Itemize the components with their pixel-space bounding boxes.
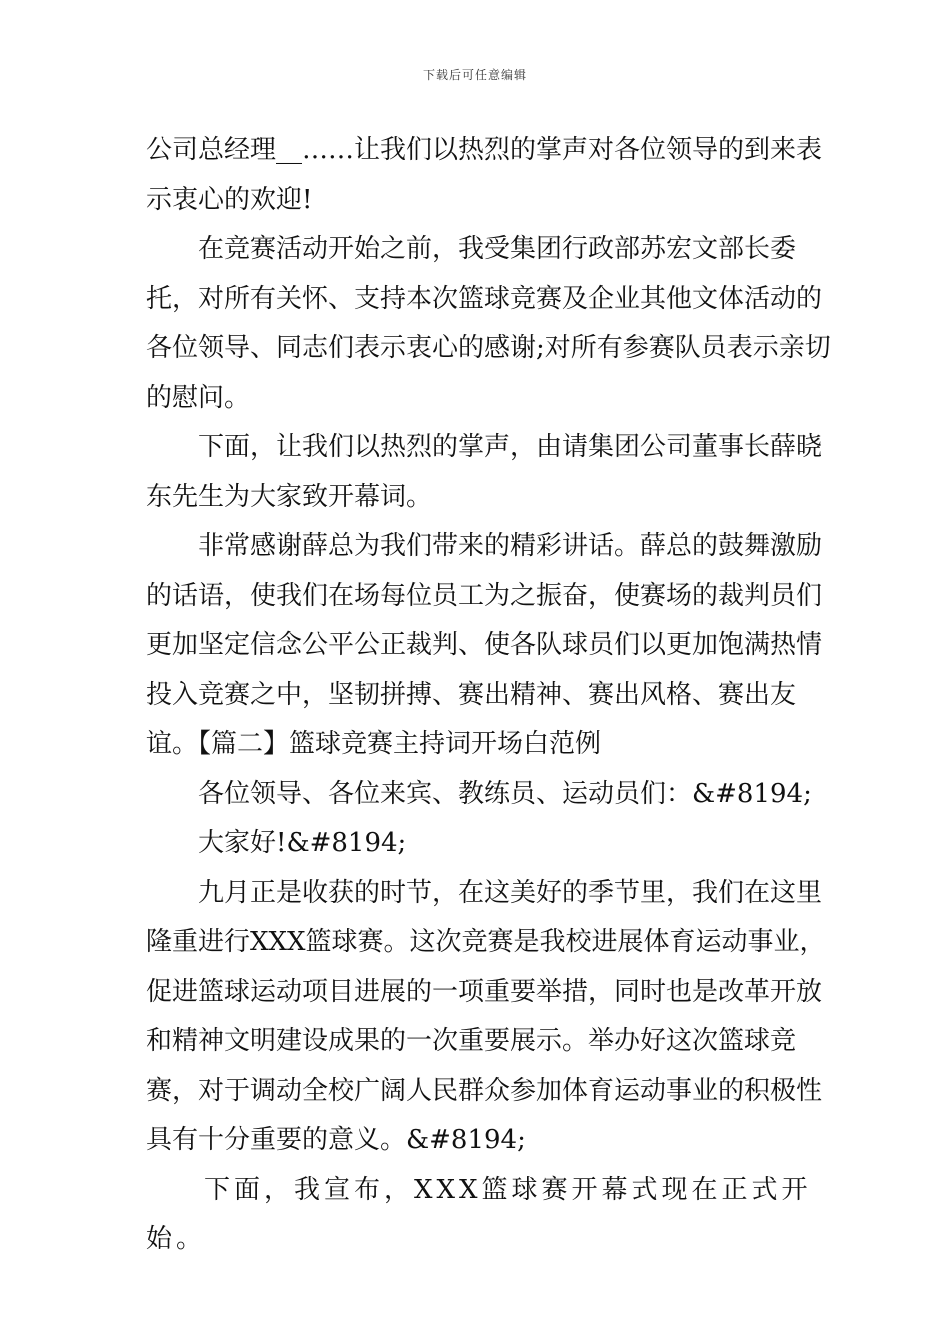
document-body bbox=[146, 126, 836, 1265]
paragraph-2: 在竞赛活动开始之前，我受集团行政部苏宏文部长委托，对所有关怀、支持本次篮球竞赛及企业其他文体活动的各位领导、同志们表示衷心的感谢;对所有参赛队员表示亲切的慰问。 bbox=[146, 234, 831, 413]
paragraph-7: 九月正是收获的时节，在这美好的季节里，我们在这里隆重进行XXX篮球赛。这次竞赛是我校进展体育运动事业，促进篮球运动项目进展的一项重要举措，同时也是改革开放和精神文明建设成果的一次重要展示。举办好这次篮球竞赛，对于调动全校广阔人民群众参加体育运动事业的积极性具有十分重要的意义。&#8194; bbox=[146, 877, 826, 1155]
paragraph-8: 下面，我宣布，XXX篮球赛开幕式现在正式开始。 bbox=[146, 1174, 812, 1254]
page-header: 下载后可任意编辑 bbox=[422, 68, 527, 82]
paragraph-1: 公司总经理__……让我们以热烈的掌声对各位领导的到来表示衷心的欢迎! bbox=[146, 135, 823, 215]
paragraph-5: 各位领导、各位来宾、教练员、运动员们：&#8194; bbox=[198, 778, 812, 809]
paragraph-4: 非常感谢薛总为我们带来的精彩讲话。薛总的鼓舞激励的话语，使我们在场每位员工为之振奋，使赛场的裁判员们更加坚定信念公平公正裁判、使各队球员们以更加饱满热情投入竞赛之中，坚韧拼搏、赛出精神、赛出风格、赛出友谊。【篇二】篮球竞赛主持词开场白范例 bbox=[146, 531, 823, 759]
paragraph-3: 下面，让我们以热烈的掌声，由请集团公司董事长薛晓东先生为大家致开幕词。 bbox=[146, 432, 823, 512]
paragraph-6: 大家好!&#8194; bbox=[198, 828, 407, 858]
